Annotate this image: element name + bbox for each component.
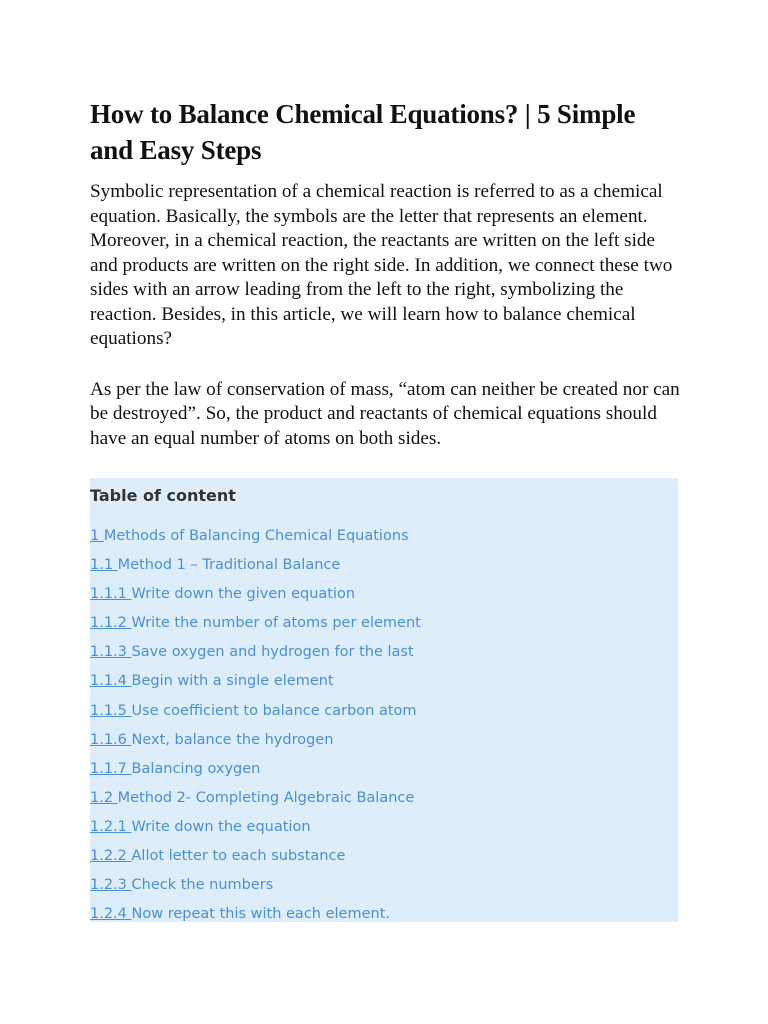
toc-link[interactable] bbox=[90, 871, 421, 900]
toc-link-label: Next, balance the hydrogen bbox=[131, 731, 334, 748]
toc-link[interactable] bbox=[90, 697, 421, 726]
toc-link[interactable] bbox=[90, 638, 421, 667]
toc-link[interactable] bbox=[90, 580, 421, 609]
conservation-paragraph: As per the law of conservation of mass, “atom can neither be created nor can be destroyed”. So, the product and reactants of chemical equations should have an equal number of atoms on both sides. bbox=[90, 378, 680, 449]
toc-link-number: 1.1.6 bbox=[90, 731, 132, 748]
toc-link-label: Write down the equation bbox=[131, 818, 311, 835]
toc-link-label: Check the numbers bbox=[131, 877, 274, 894]
toc-link-label: Write down the given equation bbox=[131, 586, 356, 603]
toc-link-label: Write the number of atoms per element bbox=[131, 615, 421, 632]
toc-link-number: 1.2.3 bbox=[90, 877, 132, 894]
toc-heading: Table of content bbox=[90, 486, 236, 505]
toc-link-label: Method 2- Completing Algebraic Balance bbox=[117, 789, 415, 806]
toc-link-label: Balancing oxygen bbox=[131, 760, 261, 777]
toc-link[interactable] bbox=[90, 813, 421, 842]
toc-link-number: 1.2.2 bbox=[90, 848, 132, 865]
article bbox=[90, 96, 680, 451]
toc-link-number: 1.2.1 bbox=[90, 818, 132, 835]
toc-link-label: Use coefficient to balance carbon atom bbox=[131, 702, 417, 719]
toc-link[interactable] bbox=[90, 726, 421, 755]
toc-link[interactable] bbox=[90, 667, 421, 696]
intro-paragraph: Symbolic representation of a chemical reaction is referred to as a chemical equation. Basically, the symbols are the letter that represents an element. Moreover, in a chemical reaction, the reactants are written on the left side and products are written on the right side. In addition, we connect these two sides with an arrow leading from the left to the right, symbolizing the reaction. Besides, in this article, we will learn how to balance chemical equations? bbox=[90, 181, 673, 349]
toc-link-number: 1.2.4 bbox=[90, 906, 132, 923]
toc-link-label: Begin with a single element bbox=[131, 673, 334, 690]
toc-link-label: Methods of Balancing Chemical Equations bbox=[103, 528, 409, 544]
toc-link-label: Allot letter to each substance bbox=[131, 848, 346, 865]
toc-link-number: 1.1.7 bbox=[90, 760, 132, 777]
toc-link-label: Now repeat this with each element. bbox=[131, 906, 390, 923]
toc-link[interactable] bbox=[90, 784, 421, 813]
toc-link[interactable] bbox=[90, 609, 421, 638]
toc-link[interactable] bbox=[90, 755, 421, 784]
article-title: How to Balance Chemical Equations? | 5 Simple and Easy Steps bbox=[90, 99, 636, 165]
toc-link-label: Method 1 – Traditional Balance bbox=[117, 557, 341, 574]
toc-link-number: 1.1.1 bbox=[90, 586, 132, 603]
toc-link[interactable] bbox=[90, 842, 421, 871]
table-of-contents bbox=[90, 478, 678, 922]
toc-link-number: 1.2 bbox=[90, 789, 118, 806]
toc-link-label: Save oxygen and hydrogen for the last bbox=[131, 644, 414, 661]
toc-link-number: 1.1 bbox=[90, 557, 118, 574]
toc-link-number: 1.1.3 bbox=[90, 644, 132, 661]
toc-link-number: 1.1.4 bbox=[90, 673, 132, 690]
toc-link[interactable] bbox=[90, 900, 421, 929]
toc-link-number: 1.1.5 bbox=[90, 702, 132, 719]
toc-link[interactable] bbox=[90, 522, 421, 551]
toc-link-number: 1 bbox=[90, 528, 104, 544]
toc-list bbox=[90, 522, 421, 929]
toc-link[interactable] bbox=[90, 551, 421, 580]
toc-link-number: 1.1.2 bbox=[90, 615, 132, 632]
